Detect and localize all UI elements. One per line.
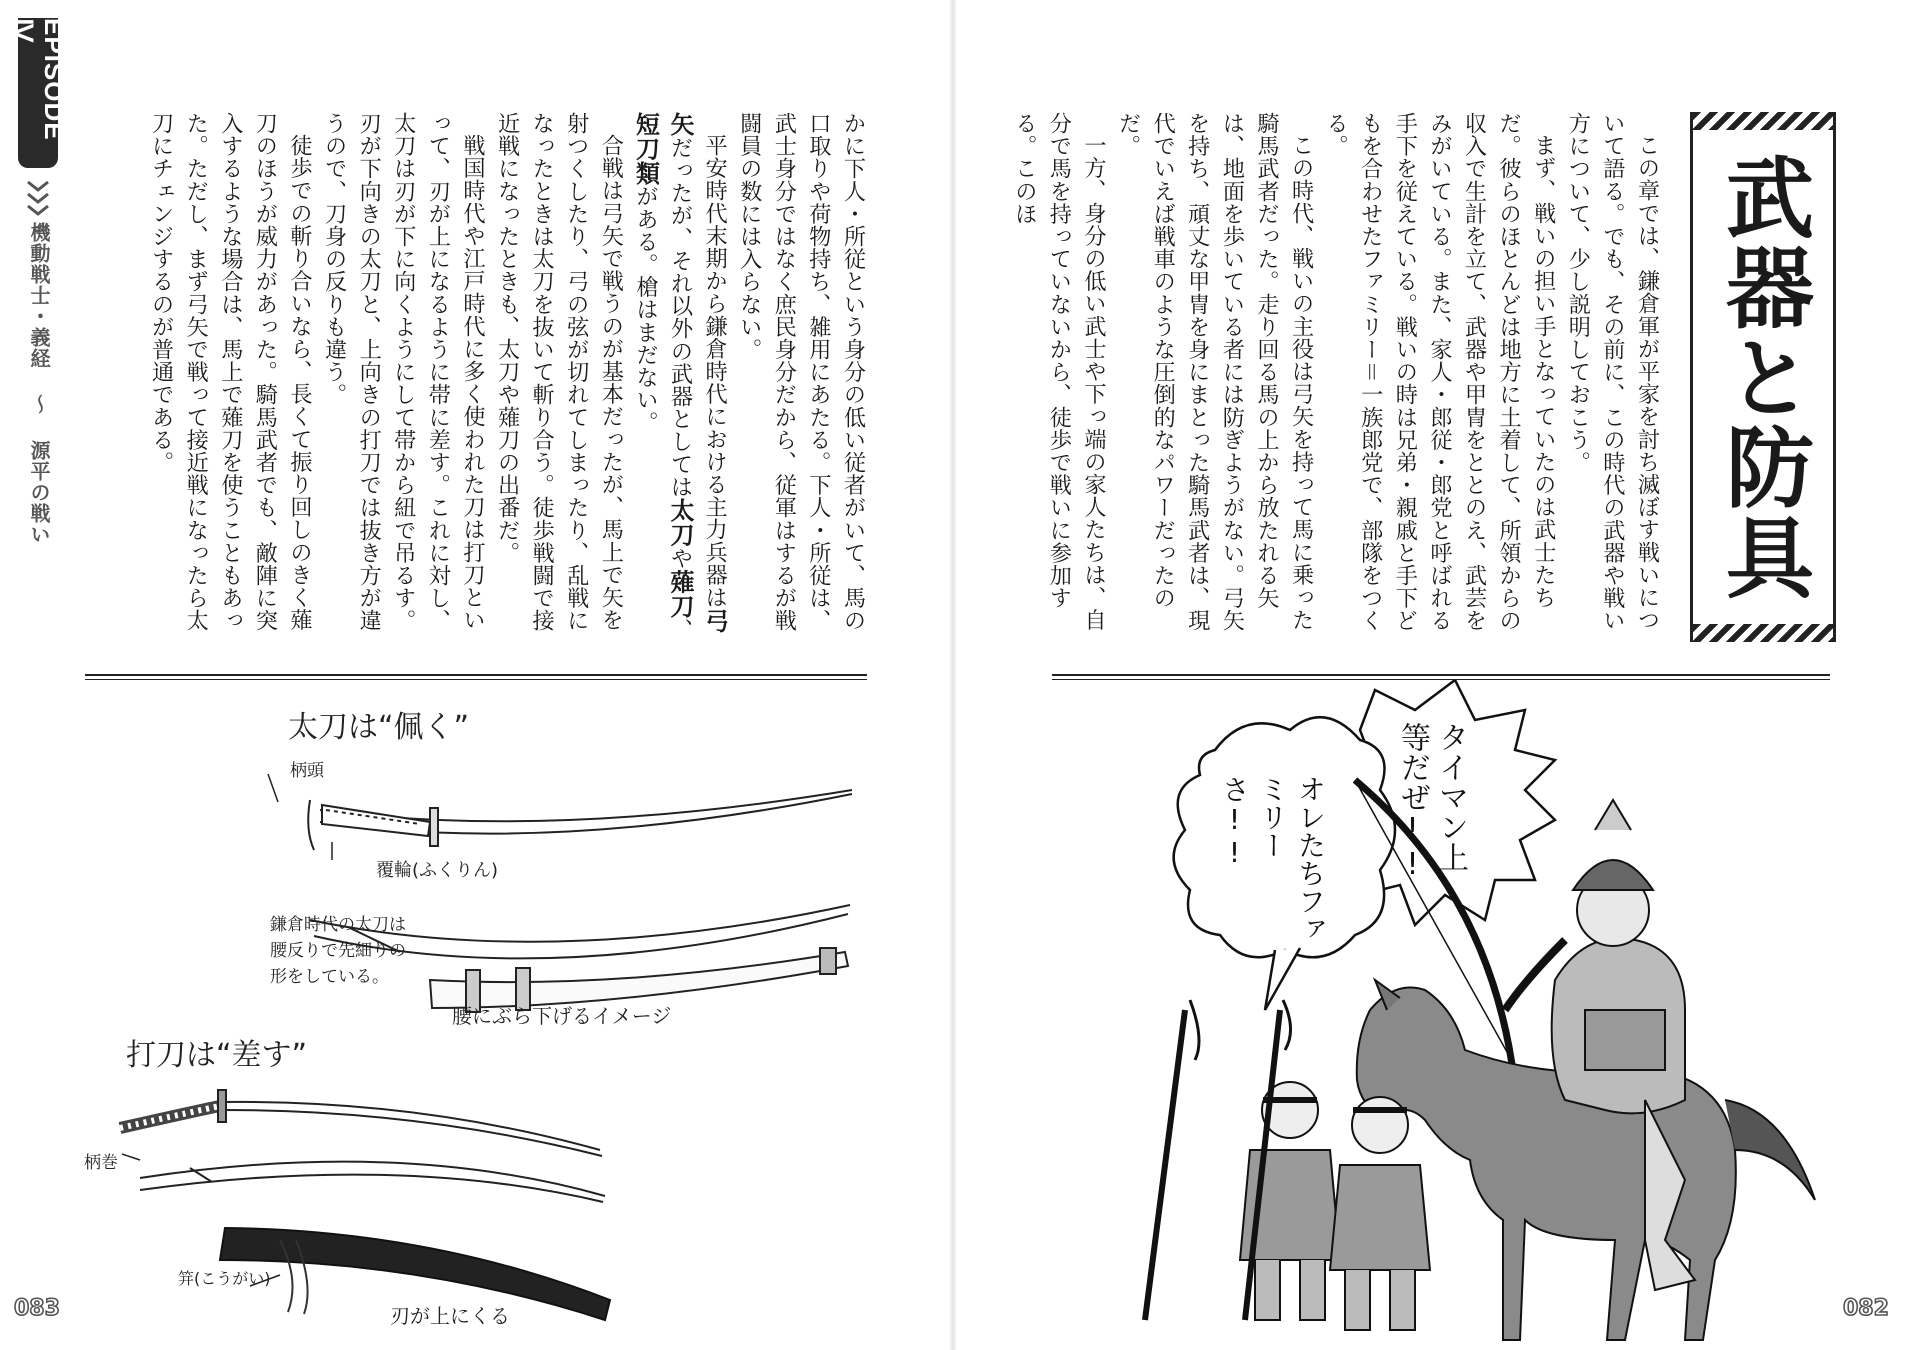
- emphasis-term: 短刀類: [631, 112, 660, 186]
- left-body-text: [88, 112, 870, 652]
- right-body-paragraph: [1007, 112, 1111, 652]
- right-body-paragraph: [1318, 112, 1560, 652]
- paragraph-text: 、: [667, 618, 694, 641]
- tsukamaki-label: 柄巻: [84, 1153, 118, 1173]
- kamakura-tachi-note: 鎌倉時代の太刀は 腰反りで先細りの 形をしている。: [270, 915, 406, 987]
- uchigatana-sword-1: [120, 1090, 602, 1156]
- kogai-label: 笄(こうがい): [178, 1269, 271, 1288]
- hang-caption: 腰にぶら下げるイメージ: [452, 1004, 672, 1028]
- blade-up-caption: 刃が上にくる: [390, 1304, 510, 1328]
- right-body-text: [1011, 112, 1664, 652]
- fukurin-label: 覆輪(ふくりん): [376, 860, 499, 881]
- emphasis-term: 薙刀: [666, 569, 695, 619]
- tsukagashira-label: 柄頭: [290, 761, 324, 781]
- left-body-paragraph: [144, 112, 317, 652]
- paragraph-text: がある。槍はまだない。: [632, 185, 659, 434]
- emphasis-term: 弓矢: [666, 112, 729, 634]
- paragraph-text: この章では、鎌倉軍が平家を討ち滅ぼす戦いについて語る。でも、その前に、この時代の武器や戦い方について、少し説明しておこう。: [1564, 112, 1660, 632]
- speech-text-taiman: タイマン上等だぜ!!: [1395, 722, 1468, 882]
- paragraph-text: まず、戦いの担い手となっていたのは武士たちだ。彼らのほとんどは地方に土着して、所領からの収入で生計を立て、武器や甲冑をととのえ、武芸をみがいている。また、家人・郎従・郎党と呼ばれる手下を従えている。戦いの時は兄弟・親戚と手下どもを合わせたファミリー＝一族郎党で、部隊をつくる。: [1322, 112, 1557, 632]
- left-divider-rule: [85, 674, 867, 680]
- chevrons-down-icon: [24, 180, 52, 220]
- right-body-paragraph: [1560, 112, 1664, 652]
- right-page-number: 082: [1843, 1296, 1889, 1321]
- episode-tab: EPISODE Ⅳ: [18, 18, 58, 168]
- uchigatana-heading: 打刀は“差す”: [126, 1038, 308, 1073]
- paragraph-text: 戦国時代や江戸時代に多く使われた刀は打刀といって、刃が上になるように帯に差す。これに対し、太刀は刃が下に向くようにして帯から紐で吊るす。刃が下向きの太刀と、上向きの打刀では抜き方が違うので、刀身の反りも違う。: [321, 112, 486, 632]
- paragraph-text: 合戦は弓矢で戦うのが基本だったが、馬上で矢を射つくしたり、弓の弦が切れてしまったり、乱戦になったときは太刀を抜いて斬り合う。徒歩戦闘で接近戦になったときも、太刀や薙刀の出番だ。: [494, 112, 624, 632]
- right-body-paragraph: [1111, 112, 1319, 652]
- title-hatch-bottom: [1693, 624, 1833, 642]
- chapter-title: 機動戦士・義経 〜 源平の戦い: [27, 222, 51, 545]
- paragraph-text: 平安時代末期から鎌倉時代における主力兵器は: [701, 134, 728, 609]
- paragraph-text: 徒歩での斬り合いなら、長くて振り回しのきく薙刀のほうが威力があった。騎馬武者でも、敵陣に突入するような場合は、馬上で薙刀を使うこともあった。ただし、まず弓矢で戦って接近戦になったら太刀にチェンジするのが普通である。: [148, 112, 313, 632]
- paragraph-text: かに下人・所従という身分の低い従者がいて、馬の口取りや荷物持ち、雑用にあたる。下人・所従は、武士身分ではなく庶民身分だから、従軍はするが戦闘員の数には入らない。: [736, 112, 866, 632]
- foot-soldier-left: [1145, 1000, 1340, 1320]
- tachi-heading: 太刀は“佩く”: [288, 710, 470, 745]
- left-body-paragraph: [732, 112, 870, 652]
- page-title: 武器と防具: [1712, 152, 1815, 602]
- paragraph-text: だったが、それ以外の武器としては: [667, 136, 694, 499]
- tachi-sword-1: [308, 790, 852, 850]
- paragraph-text: 一方、身分の低い武士や下っ端の家人たちは、自分で馬を持っていないから、徒歩で戦いに参加する。このほ: [1011, 112, 1107, 632]
- left-body-paragraph: [489, 112, 627, 652]
- left-body-paragraph: [628, 112, 732, 652]
- title-box: [1690, 112, 1836, 642]
- left-page-number: 083: [14, 1296, 60, 1321]
- title-hatch-top: [1693, 112, 1833, 130]
- emphasis-term: 太刀: [666, 498, 695, 547]
- paragraph-text: や: [667, 546, 694, 570]
- paragraph-text: この時代、戦いの主役は弓矢を持って馬に乗った騎馬武者だった。走り回る馬の上から放たれる矢は、地面を歩いている者には防ぎようがない。弓矢を持ち、頑丈な甲冑を身にまとった騎馬武者は、現代でいえば戦車のような圧倒的なパワーだったのだ。: [1115, 112, 1315, 632]
- uchigatana-sword-2: [140, 1162, 605, 1202]
- left-body-paragraph: [317, 112, 490, 652]
- speech-text-family: オレたちファミリーさ!!: [1218, 775, 1327, 943]
